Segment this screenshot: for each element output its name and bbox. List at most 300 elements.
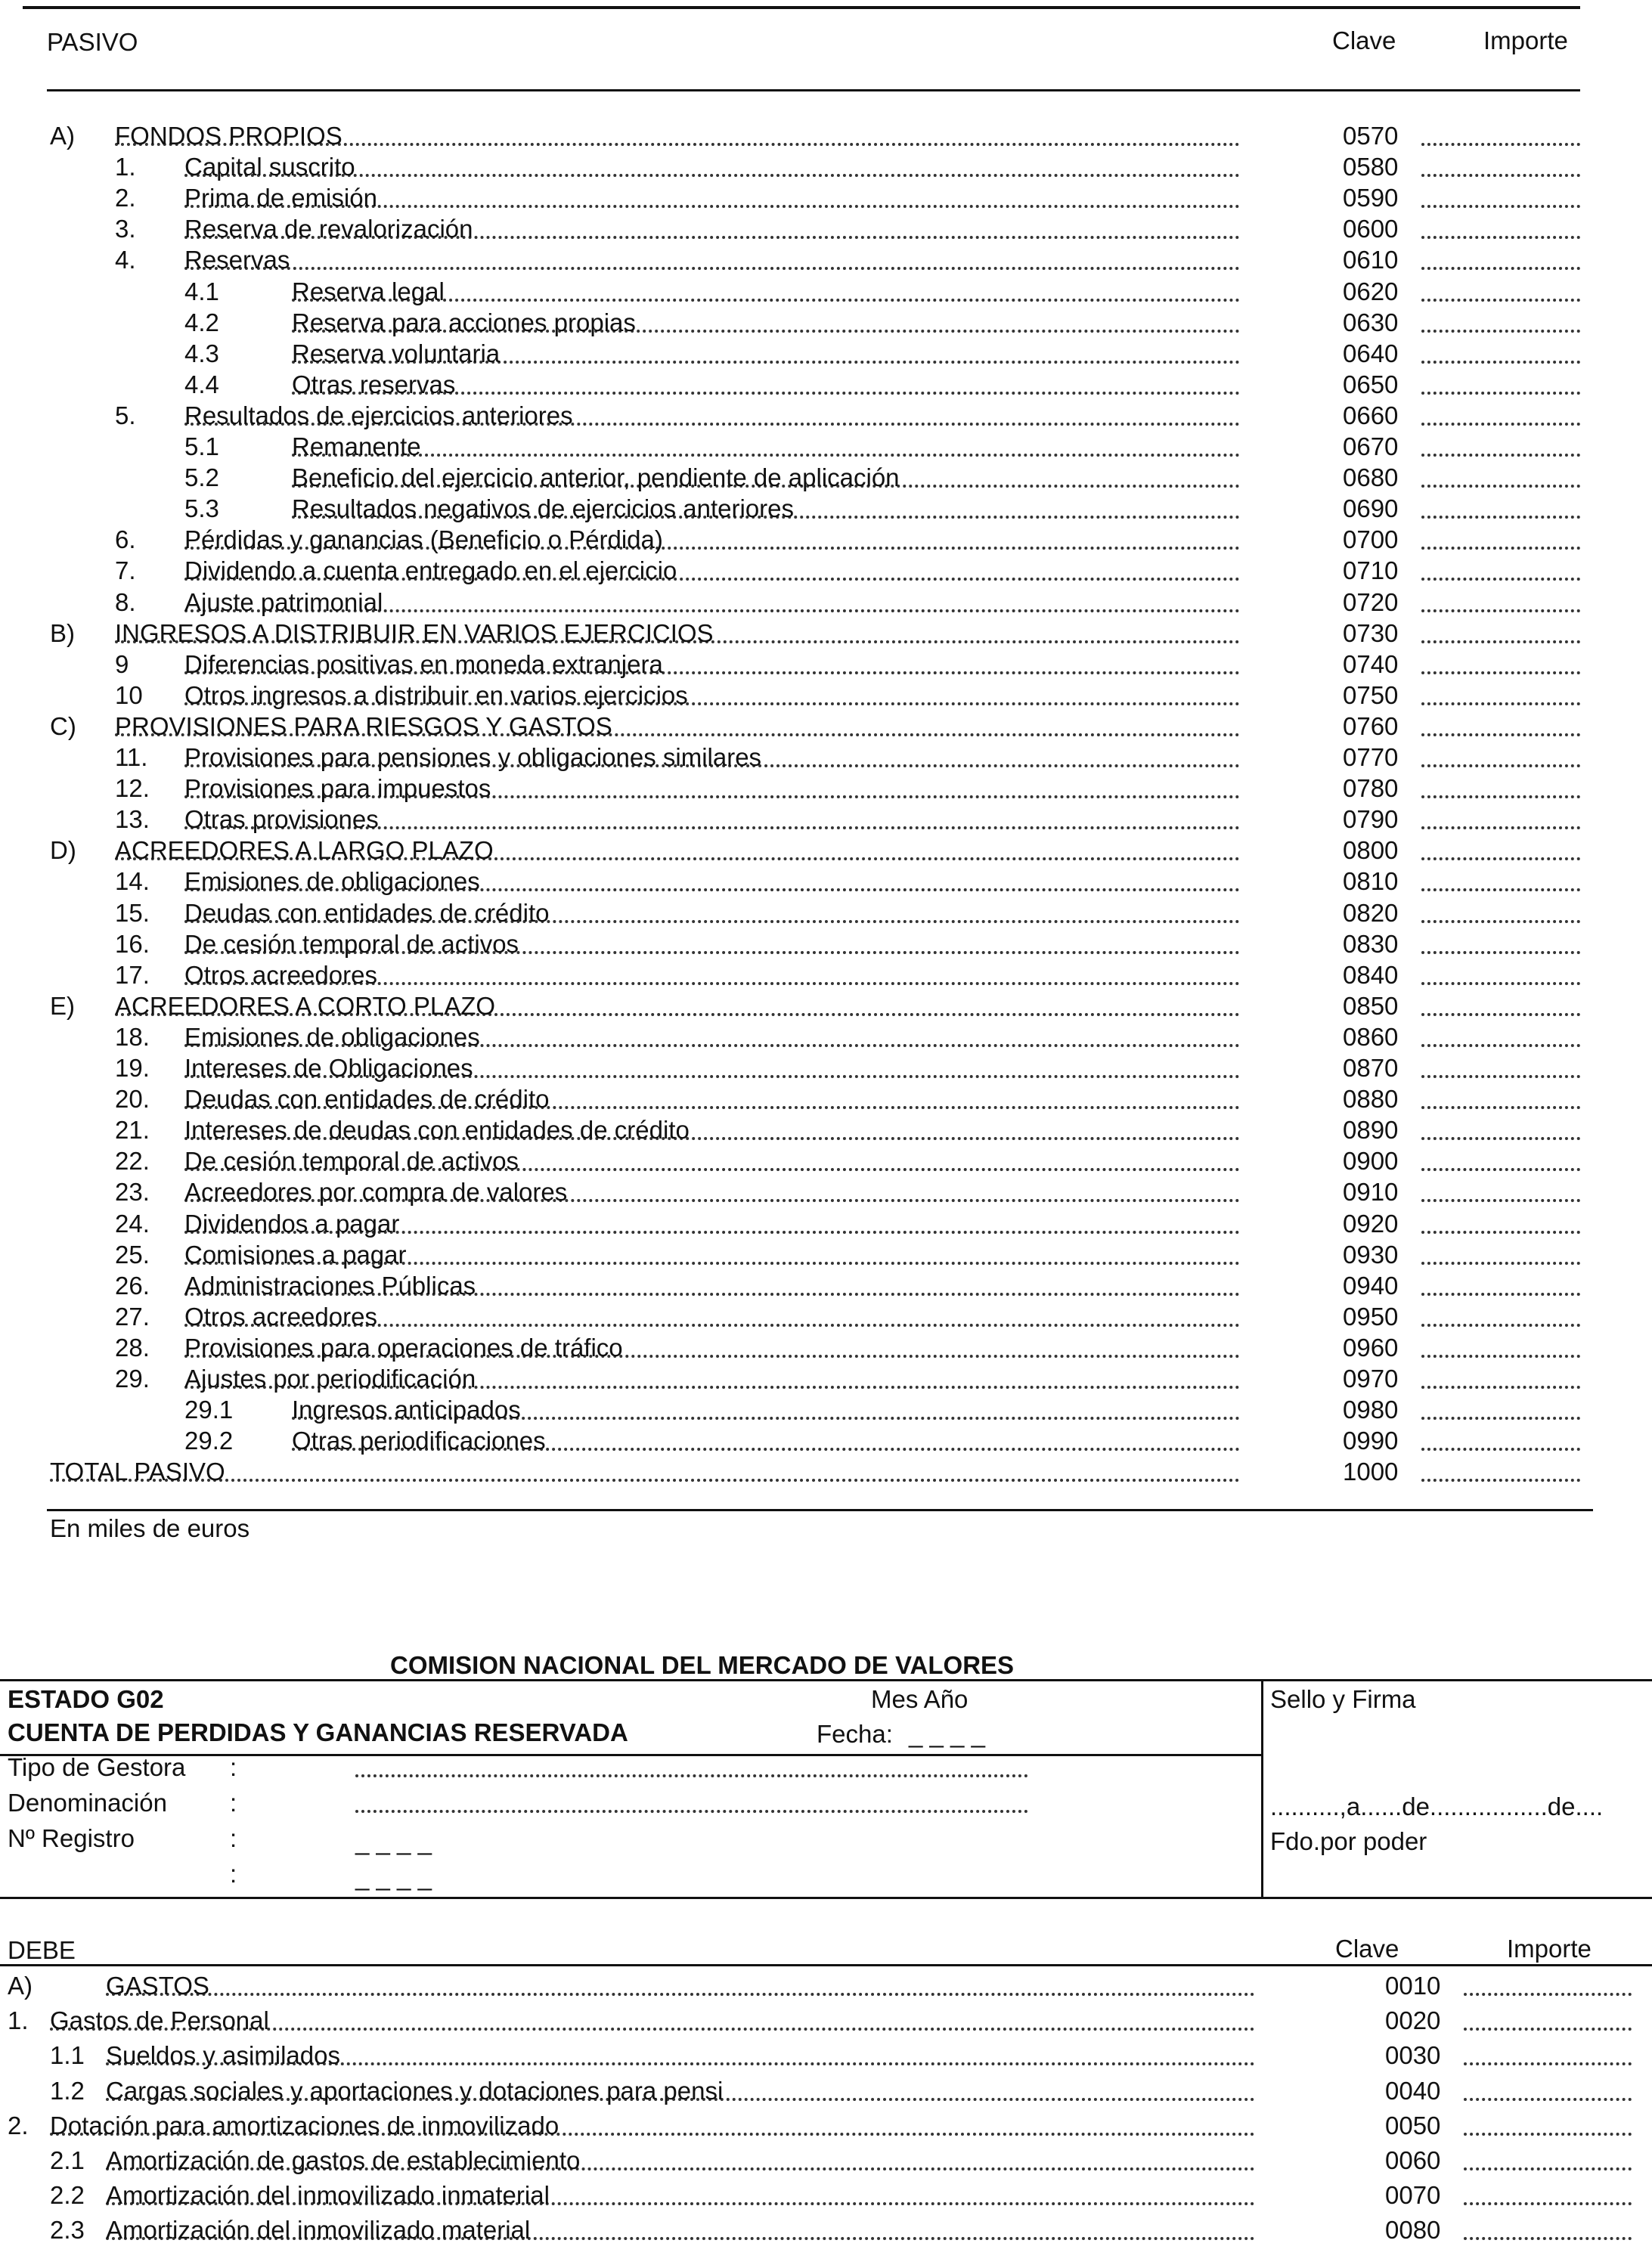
pasivo-row (0, 1115, 1652, 1145)
debe-row (0, 2215, 1652, 2245)
row-code: 0650 (1343, 370, 1399, 398)
top-rule (23, 6, 1580, 9)
dot-leader (50, 1479, 1240, 1482)
row-label: De cesión temporal de activos (184, 929, 519, 958)
importe-field (1421, 1355, 1580, 1358)
row-number: 18. (115, 1022, 150, 1051)
importe-field (1421, 1075, 1580, 1078)
row-code: 0990 (1343, 1427, 1399, 1455)
row-number: 1.1 (50, 2041, 85, 2070)
row-code: 0720 (1343, 587, 1399, 616)
importe-field (1421, 795, 1580, 798)
row-label: Dividendos a pagar (184, 1209, 400, 1238)
row-number: 4.4 (184, 370, 219, 398)
row-code: 0980 (1343, 1396, 1399, 1424)
g02-fields-bottom-rule (0, 1897, 1652, 1899)
row-code: 0860 (1343, 1022, 1399, 1051)
fdo-por-poder: Fdo.por poder (1270, 1827, 1427, 1855)
row-label: Acreedores por compra de valores (184, 1178, 568, 1207)
g02-field-row (0, 1788, 1255, 1818)
g02-field-row (0, 1823, 1255, 1854)
importe-field (1464, 2028, 1632, 2031)
row-number: 15. (115, 898, 150, 927)
row-code: 0610 (1343, 246, 1399, 274)
row-number: 1. (8, 2006, 29, 2035)
row-code: 0850 (1343, 991, 1399, 1020)
pasivo-row (0, 929, 1652, 959)
row-number: 22. (115, 1147, 150, 1176)
debe-row (0, 2111, 1652, 2141)
pasivo-row (0, 711, 1652, 742)
row-code: 1000 (1343, 1458, 1399, 1486)
row-number: 26. (115, 1271, 150, 1300)
debe-importe-header: Importe (1507, 1935, 1592, 1963)
importe-field (1421, 547, 1580, 550)
importe-field (1421, 857, 1580, 860)
row-code: 0040 (1385, 2076, 1441, 2105)
pasivo-row (0, 587, 1652, 618)
row-code: 0020 (1385, 2006, 1441, 2035)
row-label: Deudas con entidades de crédito (184, 1085, 550, 1114)
importe-field (1421, 1168, 1580, 1171)
importe-field (1421, 1448, 1580, 1451)
pasivo-bottom-rule (47, 1509, 1593, 1511)
row-number: 10 (115, 680, 143, 709)
row-code: 0880 (1343, 1085, 1399, 1114)
row-number: 16. (115, 929, 150, 958)
row-code: 0970 (1343, 1365, 1399, 1393)
row-label: Diferencias positivas en moneda extranjera (184, 649, 663, 678)
row-label: Provisiones para impuestos (184, 774, 491, 803)
importe-field (1464, 2133, 1632, 2136)
row-number: 5.2 (184, 463, 219, 492)
cnmv-org-title: COMISION NACIONAL DEL MERCADO DE VALORES (390, 1651, 1015, 1679)
row-code: 0890 (1343, 1116, 1399, 1145)
row-label: Reserva para acciones propias (292, 308, 636, 336)
row-code: 0920 (1343, 1209, 1399, 1238)
row-number: A) (50, 122, 75, 150)
row-label: GASTOS (106, 1972, 209, 2000)
pasivo-row (0, 1146, 1652, 1176)
importe-field (1421, 454, 1580, 457)
importe-field (1421, 1044, 1580, 1047)
row-label: Amortización de gastos de establecimiento (106, 2146, 581, 2174)
pasivo-row (0, 649, 1652, 680)
importe-field (1421, 671, 1580, 674)
row-label: Intereses de Obligaciones (184, 1054, 473, 1082)
row-number: 13. (115, 805, 150, 834)
field-value: _ _ _ _ (355, 1863, 432, 1891)
row-label: Dividendo a cuenta entregado en el ejercicio (184, 556, 677, 585)
pasivo-header-rule (47, 89, 1580, 91)
importe-field (1421, 299, 1580, 302)
pasivo-row (0, 835, 1652, 866)
debe-row (0, 1971, 1652, 2001)
importe-field (1421, 485, 1580, 488)
pasivo-row (0, 1177, 1652, 1207)
importe-field (1421, 826, 1580, 829)
importe-field (1464, 2062, 1632, 2065)
pasivo-row (0, 773, 1652, 804)
row-label: Provisiones para operaciones de tráfico (184, 1333, 623, 1362)
debe-row (0, 2076, 1652, 2106)
row-number: 7. (115, 556, 136, 585)
row-number: 1. (115, 153, 136, 181)
pasivo-clave-header: Clave (1332, 26, 1396, 54)
row-code: 0060 (1385, 2146, 1441, 2174)
pasivo-row (0, 1084, 1652, 1114)
row-code: 0010 (1385, 1972, 1441, 2000)
pasivo-row (0, 1395, 1652, 1425)
row-number: 27. (115, 1302, 150, 1331)
row-code: 0950 (1343, 1302, 1399, 1331)
row-number: 4. (115, 246, 136, 274)
row-number: 3. (115, 215, 136, 243)
row-code: 0900 (1343, 1147, 1399, 1176)
row-code: 0750 (1343, 680, 1399, 709)
pasivo-footnote: En miles de euros (50, 1514, 250, 1542)
importe-field (1421, 702, 1580, 705)
row-label: Resultados de ejercicios anteriores (184, 401, 573, 429)
pasivo-row (0, 1053, 1652, 1083)
importe-field (1421, 733, 1580, 736)
row-label: Amortización del inmovilizado material (106, 2216, 531, 2245)
row-code: 0930 (1343, 1240, 1399, 1269)
pasivo-row (0, 960, 1652, 990)
row-code: 0080 (1385, 2216, 1441, 2245)
row-code: 0030 (1385, 2041, 1441, 2070)
pasivo-row (0, 1333, 1652, 1363)
pasivo-row (0, 618, 1652, 649)
row-code: 0870 (1343, 1054, 1399, 1082)
row-number: 14. (115, 867, 150, 896)
field-colon: : (230, 1753, 237, 1781)
row-label: Dotación para amortizaciones de inmovilizado (50, 2111, 559, 2139)
pasivo-row (0, 214, 1652, 244)
row-code: 0740 (1343, 649, 1399, 678)
row-label: Reserva voluntaria (292, 339, 501, 367)
pasivo-row (0, 183, 1652, 213)
importe-field (1421, 330, 1580, 333)
row-number: 1.2 (50, 2076, 85, 2105)
debe-row (0, 2146, 1652, 2176)
row-code: 0830 (1343, 929, 1399, 958)
row-label: INGRESOS A DISTRIBUIR EN VARIOS EJERCICIOS (115, 618, 714, 647)
row-label: Cargas sociales y aportaciones y dotaciones para pensi (106, 2076, 724, 2105)
importe-field (1464, 2237, 1632, 2240)
debe-row (0, 2040, 1652, 2071)
importe-field (1421, 1324, 1580, 1327)
row-label: Deudas con entidades de crédito (184, 898, 550, 927)
pasivo-row (0, 1364, 1652, 1394)
importe-field (1421, 1262, 1580, 1265)
debe-title: DEBE (8, 1936, 76, 1964)
row-label: Emisiones de obligaciones (184, 867, 480, 896)
row-label: Intereses de deudas con entidades de crédito (184, 1116, 690, 1145)
pasivo-row (0, 308, 1652, 338)
row-number: 29.1 (184, 1396, 234, 1424)
pasivo-row (0, 991, 1652, 1021)
row-label: Reservas (184, 246, 290, 274)
importe-field (1421, 392, 1580, 395)
importe-field (1421, 764, 1580, 767)
pasivo-row (0, 742, 1652, 773)
field-dotted-line (355, 1810, 1028, 1813)
row-code: 0620 (1343, 277, 1399, 305)
row-number: 6. (115, 525, 136, 554)
row-number: 20. (115, 1085, 150, 1114)
row-code: 0590 (1343, 184, 1399, 212)
importe-field (1421, 1231, 1580, 1234)
importe-field (1421, 609, 1580, 612)
field-dotted-line (355, 1774, 1028, 1777)
row-label: Ajustes por periodificación (184, 1365, 476, 1393)
debe-row (0, 2006, 1652, 2036)
row-label: Emisiones de obligaciones (184, 1022, 480, 1051)
row-number: B) (50, 618, 75, 647)
row-label: Otras periodificaciones (292, 1427, 546, 1455)
row-code: 0070 (1385, 2181, 1441, 2210)
pasivo-importe-header: Importe (1483, 26, 1568, 54)
g02-top-rule (0, 1679, 1652, 1681)
importe-field (1421, 1417, 1580, 1420)
importe-field (1421, 920, 1580, 923)
dot-leader (106, 1993, 1255, 1996)
sello-divider (1261, 1679, 1263, 1898)
row-number: 2.1 (50, 2146, 85, 2174)
row-label: Capital suscrito (184, 153, 355, 181)
importe-field (1464, 1993, 1632, 1996)
row-number: 2. (8, 2111, 29, 2139)
row-label: Reserva legal (292, 277, 445, 305)
importe-field (1421, 1199, 1580, 1202)
row-number: 29. (115, 1365, 150, 1393)
row-label: Provisiones para pensiones y obligaciones similares (184, 743, 762, 771)
importe-field (1421, 578, 1580, 581)
row-code: 0050 (1385, 2111, 1441, 2139)
row-number: 4.3 (184, 339, 219, 367)
row-number: 24. (115, 1209, 150, 1238)
row-label: Otros acreedores (184, 1302, 377, 1331)
pasivo-row (0, 1302, 1652, 1332)
row-code: 0580 (1343, 153, 1399, 181)
pasivo-row (0, 1240, 1652, 1270)
field-label: Nº Registro (8, 1824, 135, 1852)
row-label: Otros ingresos a distribuir en varios ejercicios (184, 680, 688, 709)
row-label: Administraciones Públicas (184, 1271, 476, 1300)
row-label: Otras reservas (292, 370, 456, 398)
row-number: 23. (115, 1178, 150, 1207)
row-number: 11. (115, 743, 148, 771)
row-label: Reserva de revalorización (184, 215, 473, 243)
row-number: 5.1 (184, 432, 219, 460)
pasivo-row (0, 1271, 1652, 1301)
debe-row (0, 2180, 1652, 2211)
pasivo-row (0, 556, 1652, 586)
pasivo-row (0, 370, 1652, 400)
field-value: _ _ _ _ (355, 1827, 432, 1855)
field-colon: : (230, 1824, 237, 1852)
importe-field (1421, 951, 1580, 954)
row-label: Gastos de Personal (50, 2006, 269, 2035)
row-number: 28. (115, 1333, 150, 1362)
g02-field-row (0, 1752, 1255, 1783)
estado-label: ESTADO G02 (8, 1685, 164, 1713)
row-code: 0690 (1343, 494, 1399, 523)
row-label: Amortización del inmovilizado inmaterial (106, 2181, 550, 2210)
importe-field (1421, 888, 1580, 891)
row-number: 21. (115, 1116, 150, 1145)
row-label: Pérdidas y ganancias (Beneficio o Pérdida) (184, 525, 663, 554)
dot-leader (292, 454, 1240, 457)
importe-field (1421, 1386, 1580, 1389)
row-number: E) (50, 991, 75, 1020)
row-label: Otras provisiones (184, 805, 379, 834)
dot-leader (184, 267, 1240, 270)
row-number: 17. (115, 960, 150, 989)
row-label: Ingresos anticipados (292, 1396, 521, 1424)
mes-ano-label: Mes Año (871, 1685, 969, 1713)
row-number: A) (8, 1972, 33, 2000)
row-code: 0780 (1343, 774, 1399, 803)
pasivo-row (0, 804, 1652, 835)
row-code: 0960 (1343, 1333, 1399, 1362)
row-label: Resultados negativos de ejercicios anteriores (292, 494, 795, 523)
pasivo-row (0, 277, 1652, 307)
row-code: 0760 (1343, 711, 1399, 740)
pasivo-row (0, 152, 1652, 182)
importe-field (1464, 2202, 1632, 2205)
row-label: Ajuste patrimonial (184, 587, 383, 616)
g02-report-title: CUENTA DE PERDIDAS Y GANANCIAS RESERVADA (8, 1718, 628, 1746)
row-number: 4.2 (184, 308, 219, 336)
row-number: 29.2 (184, 1427, 234, 1455)
row-number: 5. (115, 401, 136, 429)
row-label: PROVISIONES PARA RIESGOS Y GASTOS (115, 711, 612, 740)
row-number: 2. (115, 184, 136, 212)
importe-field (1421, 1137, 1580, 1140)
row-number: 5.3 (184, 494, 219, 523)
fecha-label: Fecha: (817, 1720, 893, 1748)
pasivo-row (0, 1426, 1652, 1456)
pasivo-row (0, 1209, 1652, 1239)
importe-field (1421, 640, 1580, 643)
row-code: 0820 (1343, 898, 1399, 927)
importe-field (1464, 2167, 1632, 2170)
row-code: 0840 (1343, 960, 1399, 989)
row-code: 0660 (1343, 401, 1399, 429)
row-label: Prima de emisión (184, 184, 377, 212)
row-label: Sueldos y asimilados (106, 2041, 340, 2070)
pasivo-row (0, 432, 1652, 462)
row-code: 0640 (1343, 339, 1399, 367)
pasivo-row (0, 339, 1652, 369)
row-label: Beneficio del ejercicio anterior, pendiente de aplicación (292, 463, 900, 492)
sello-firma-label: Sello y Firma (1270, 1685, 1416, 1713)
importe-field (1421, 174, 1580, 177)
row-code: 0770 (1343, 743, 1399, 771)
row-label: TOTAL PASIVO (50, 1458, 225, 1486)
fecha-value: _ _ _ _ (909, 1720, 985, 1748)
row-number: 2.3 (50, 2216, 85, 2245)
importe-field (1421, 205, 1580, 208)
row-code: 0700 (1343, 525, 1399, 554)
importe-field (1421, 423, 1580, 426)
row-code: 0790 (1343, 805, 1399, 834)
row-label: Comisiones a pagar (184, 1240, 407, 1269)
importe-field (1421, 267, 1580, 270)
row-code: 0940 (1343, 1271, 1399, 1300)
row-number: 19. (115, 1054, 150, 1082)
row-number: 8. (115, 587, 136, 616)
row-code: 0570 (1343, 122, 1399, 150)
debe-header-rule (0, 1964, 1652, 1966)
pasivo-row (0, 121, 1652, 151)
sign-date-line: ..........,a......de.................de.... (1270, 1792, 1604, 1820)
row-code: 0600 (1343, 215, 1399, 243)
importe-field (1421, 1013, 1580, 1016)
row-number: 25. (115, 1240, 150, 1269)
row-label: ACREEDORES A CORTO PLAZO (115, 991, 496, 1020)
row-code: 0670 (1343, 432, 1399, 460)
pasivo-row (0, 680, 1652, 711)
row-code: 0630 (1343, 308, 1399, 336)
row-number: D) (50, 836, 76, 865)
pasivo-row (0, 525, 1652, 555)
row-number: C) (50, 711, 76, 740)
row-code: 0910 (1343, 1178, 1399, 1207)
pasivo-title: PASIVO (47, 28, 138, 56)
row-label: De cesión temporal de activos (184, 1147, 519, 1176)
row-label: Remanente (292, 432, 421, 460)
importe-field (1421, 1293, 1580, 1296)
field-label: Denominación (8, 1789, 167, 1817)
importe-field (1464, 2098, 1632, 2101)
row-code: 0730 (1343, 618, 1399, 647)
importe-field (1421, 143, 1580, 146)
importe-field (1421, 1106, 1580, 1109)
row-code: 0680 (1343, 463, 1399, 492)
importe-field (1421, 361, 1580, 364)
pasivo-row (0, 494, 1652, 524)
row-code: 0810 (1343, 867, 1399, 896)
row-code: 0800 (1343, 836, 1399, 865)
field-colon: : (230, 1789, 237, 1817)
row-label: FONDOS PROPIOS (115, 122, 342, 150)
row-number: 9 (115, 649, 129, 678)
row-number: 2.2 (50, 2181, 85, 2210)
pasivo-row (0, 1457, 1652, 1487)
row-code: 0710 (1343, 556, 1399, 585)
importe-field (1421, 1479, 1580, 1482)
pasivo-row (0, 245, 1652, 275)
row-number: 4.1 (184, 277, 219, 305)
row-label: Otros acreedores (184, 960, 377, 989)
pasivo-row (0, 866, 1652, 897)
field-colon: : (230, 1860, 237, 1888)
pasivo-row (0, 1022, 1652, 1052)
g02-field-row (0, 1859, 1255, 1889)
field-label: Tipo de Gestora (8, 1753, 186, 1781)
debe-clave-header: Clave (1335, 1935, 1399, 1963)
pasivo-row (0, 463, 1652, 493)
pasivo-row (0, 401, 1652, 431)
row-number: 12. (115, 774, 150, 803)
pasivo-row (0, 898, 1652, 928)
row-label: ACREEDORES A LARGO PLAZO (115, 836, 494, 865)
importe-field (1421, 236, 1580, 239)
importe-field (1421, 982, 1580, 985)
